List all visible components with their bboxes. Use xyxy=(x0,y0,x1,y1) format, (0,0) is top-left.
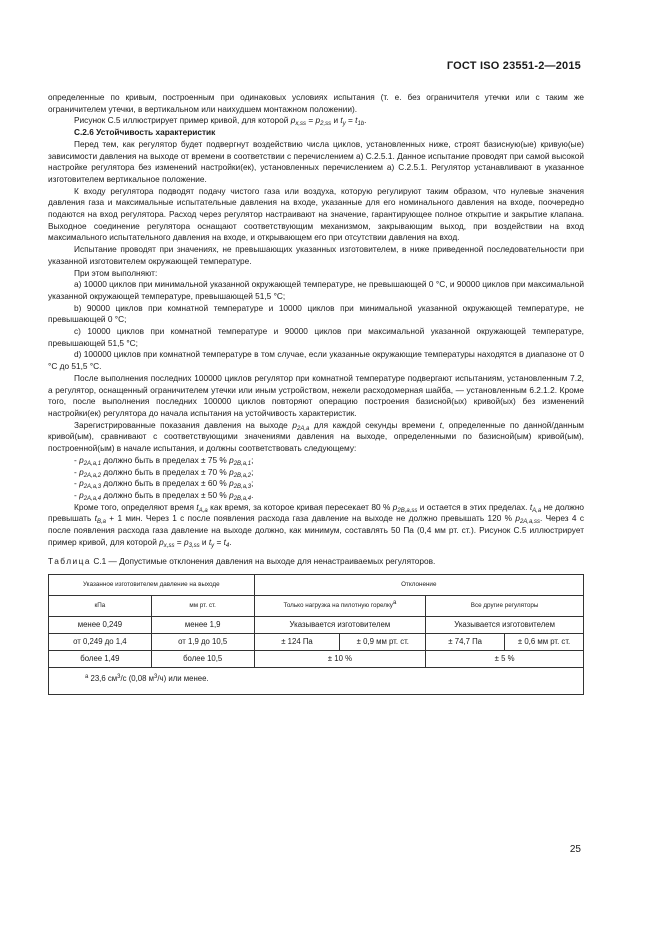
subscript: 1b xyxy=(357,121,365,128)
subscript: x,ss xyxy=(163,542,175,549)
paragraph: После выполнения последних 100000 циклов регулятор при комнатной температуре подвергают испытаниям, установленным 7.2, а регулятор, оснащенный ограничителем утечки или иным устройством, нежели расходомерная шайба, — установленным 6.2.1.2. Кроме того, после выполнения последних 100000 циклов повторяют операцию построения базисной(ых) кривой(ых) без изменений настройки(ек) регулятора до начала испытания на устойчивость характеристик. xyxy=(48,372,584,418)
table-cell: менее 1,9 xyxy=(151,617,254,634)
var: p xyxy=(229,466,234,477)
dash: - xyxy=(74,489,80,500)
figure-reference xyxy=(48,115,584,127)
table-cell: ± 124 Па xyxy=(254,634,340,651)
paragraph xyxy=(48,502,584,549)
dash: - xyxy=(74,466,80,477)
header-pilot xyxy=(254,596,426,617)
table-cell: более 1,49 xyxy=(49,651,152,668)
bullet-item xyxy=(48,467,584,479)
text: Кроме того, определяют время xyxy=(74,501,197,512)
subscript: 2B,a,1 xyxy=(233,460,252,467)
text: для каждой секунды времени xyxy=(309,419,440,430)
bullet-item xyxy=(48,455,584,467)
var: t xyxy=(529,501,533,512)
paragraph: При этом выполняют: xyxy=(74,267,158,278)
var: p xyxy=(183,536,189,547)
var: p xyxy=(290,115,296,126)
text: . Через 4 с после появления расхода газа давление на выходе должно, как минимум, составлять 50 Па (0,4 мм рт. ст.). Рисунок С.5 иллюстрирует пример кривой, для которой xyxy=(48,513,584,547)
dash: - xyxy=(74,454,80,465)
page-number: 25 xyxy=(569,844,581,855)
superscript: 3 xyxy=(154,674,158,681)
text: , определенные по данной/данным кривой(ым), сравнивают с соответствующими значениями давления на выходе, определенными по базисной(ым) кривой(ым), построенной(ым) в начале испытания, и должны соответствовать следующему: xyxy=(48,419,585,454)
subscript: 2B,a,2 xyxy=(233,472,252,479)
text: и xyxy=(331,115,341,126)
var: p xyxy=(392,501,398,512)
paragraph xyxy=(48,420,584,455)
text: должно быть в пределах ± 50 % xyxy=(101,489,230,500)
table-footnote xyxy=(49,668,584,695)
var: p xyxy=(229,489,234,500)
paragraph: Перед тем, как регулятор будет подвергнут воздействию числа циклов, установленных ниже, строят базисную(ые) кривую(ые) зависимости давления на выходе от времени в соответствии с перечислением а) С.2.5.1. Данное испытание проводят при самой высокой настройке регулятора без изменений настройки(ек), установленных перечислением а) С.2.5.1. Регулятор устанавливают в указанное изготовителем вертикальное положение. xyxy=(48,138,584,184)
subscript: 2A,a xyxy=(296,425,310,432)
text: ; xyxy=(251,466,254,477)
subscript: 2A,a,ss xyxy=(519,519,540,526)
subscript: B,a xyxy=(96,519,106,526)
header-pilot-text: Только нагрузка на пилотную горелку xyxy=(283,602,393,610)
var: t xyxy=(439,419,442,430)
var: p xyxy=(79,489,84,500)
var: p xyxy=(315,115,321,126)
table-row xyxy=(49,617,584,634)
text: Зарегистрированные показания давления на выходе xyxy=(74,419,293,430)
text: как время, за которое кривая пересекает 80 % xyxy=(207,501,393,512)
subscript: 4 xyxy=(225,542,230,549)
page-content xyxy=(48,92,584,695)
subscript: A,a xyxy=(198,507,208,514)
header-kpa: кПа xyxy=(49,596,152,617)
table-cell: менее 0,249 xyxy=(49,617,152,634)
var: p xyxy=(79,478,84,489)
var: p xyxy=(229,454,234,465)
superscript: 3 xyxy=(117,674,121,681)
table-footnote-row xyxy=(49,668,584,695)
list-item-b: b) 90000 циклов при комнатной температуре и 10000 циклов при минимальной указанной окружающей температуре, не превышающей 0 °С; xyxy=(48,302,584,325)
text: должно быть в пределах ± 70 % xyxy=(101,466,230,477)
deviation-table xyxy=(48,574,584,695)
footnote-text: /с (0,08 м xyxy=(120,674,154,684)
var: t xyxy=(340,115,343,126)
list-item-d: d) 100000 циклов при комнатной температуре в том случае, если указанные окружающие температуры находятся в диапазоне от 0 °С до 51,5 °С. xyxy=(48,349,584,372)
text: + 1 мин. Через 1 с после появления расхода газа давление на выходе не должно превышать 120 % xyxy=(105,513,516,524)
document-header: ГОСТ ISO 23551-2—2015 xyxy=(446,60,581,72)
text: . xyxy=(364,115,367,126)
var: t xyxy=(223,536,226,547)
paragraph: определенные по кривым, построенным при одинаковых условиях испытания (т. е. без ограничителя утечки или с таким же ограничителем утечки, в вертикальном или наихудшем монтажном положении). xyxy=(48,92,584,114)
var: p xyxy=(79,454,84,465)
text: и остается в этих пределах. xyxy=(417,501,530,512)
header-mmhg: мм рт. ст. xyxy=(151,596,254,617)
table-header-row xyxy=(49,575,584,596)
subscript: 2,ss xyxy=(320,121,332,128)
var: p xyxy=(229,478,234,489)
table-cell: ± 5 % xyxy=(426,651,584,668)
table-cell: ± 0,6 мм рт. ст. xyxy=(505,634,584,651)
var: t xyxy=(94,513,97,524)
footnote-mark: a xyxy=(85,674,89,681)
paragraph: К входу регулятора подводят подачу чистого газа или воздуха, которую регулируют таким образом, что нулевые значения давления газа и максимальные испытательные давления на входе, указанные для его номинального давления на входе, поочередно подаются на вход регулятора. Расход через регулятор настраивают на значение, гарантирующее полное открытие и закрытие клапана. Выходное соединение регулятора оснащают соответствующим механизмом, закрывающим выход, при воздействии на вход максимального испытательного давления на входе, и открывающем его при отсутствии давления на вход. xyxy=(48,185,584,243)
table-cell: от 1,9 до 10,5 xyxy=(151,634,254,651)
table-cell: ± 10 % xyxy=(254,651,426,668)
header-pressure: Указанное изготовителем давление на выходе xyxy=(49,575,255,596)
text: должно быть в пределах ± 60 % xyxy=(101,478,230,489)
text: Рисунок С.5 иллюстрирует пример кривой, для которой xyxy=(74,115,291,126)
dash: - xyxy=(74,478,80,489)
table-cell: Указывается изготовителем xyxy=(254,617,426,634)
text: . xyxy=(229,536,232,547)
subscript: 2B,a,4 xyxy=(233,495,252,502)
text: должно быть в пределах ± 75 % xyxy=(101,454,230,465)
subscript: 2A,a,3 xyxy=(83,484,102,491)
text: . xyxy=(251,489,254,500)
text: = xyxy=(174,536,184,547)
text: ; xyxy=(251,454,254,465)
table-header-row xyxy=(49,596,584,617)
subscript: 2A,a,2 xyxy=(83,472,102,479)
caption-label: Таблица xyxy=(48,556,92,567)
text: = xyxy=(306,115,316,126)
var: t xyxy=(196,501,199,512)
table-cell: от 0,249 до 1,4 xyxy=(49,634,152,651)
footnote-mark: a xyxy=(392,600,397,607)
subscript: y xyxy=(342,121,346,128)
subscript: x,ss xyxy=(295,121,307,128)
bullet-item xyxy=(48,490,584,502)
subscript: 2A,a,1 xyxy=(83,460,102,467)
var: p xyxy=(292,419,297,430)
text: ; xyxy=(251,478,254,489)
text: не должно превышать xyxy=(48,501,585,524)
text: и xyxy=(199,536,209,547)
caption-text: С.1 — Допустимые отклонения давления на выходе для ненастраиваемых регуляторов. xyxy=(91,556,436,567)
table-cell: ± 74,7 Па xyxy=(426,634,505,651)
table-caption xyxy=(48,556,584,568)
var: p xyxy=(79,466,84,477)
text: = xyxy=(214,536,224,547)
var: t xyxy=(208,536,212,547)
subscript: 2B,a,3 xyxy=(233,484,252,491)
subscript: 3,ss xyxy=(188,542,200,549)
var: p xyxy=(159,536,164,547)
subscript: 2A,a,4 xyxy=(83,495,102,502)
paragraph: Испытание проводят при значениях, не превышающих указанных изготовителем, в ниже приведенной последовательности при указанной изготовителем окружающей температуре. xyxy=(48,244,584,266)
table-cell: ± 0,9 мм рт. ст. xyxy=(340,634,426,651)
table-row xyxy=(49,634,584,651)
subscript: 2B,a,ss xyxy=(397,507,418,514)
var: p xyxy=(515,513,520,524)
subscript: y xyxy=(211,542,215,549)
list-item-c: c) 10000 циклов при комнатной температуре и 90000 циклов при максимальной указанной окружающей температуре, превышающей 51,5 °С; xyxy=(48,326,584,348)
section-heading: С.2.6 Устойчивость характеристик xyxy=(74,127,216,138)
footnote-text: /ч) или менее. xyxy=(157,674,209,684)
bullet-item xyxy=(48,478,584,490)
text: = xyxy=(345,115,356,126)
table-row xyxy=(49,651,584,668)
table-cell: Указывается изготовителем xyxy=(426,617,584,634)
table-cell: более 10,5 xyxy=(151,651,254,668)
footnote-text: 23,6 см xyxy=(88,674,118,684)
var: t xyxy=(355,115,358,126)
header-other: Все другие регуляторы xyxy=(426,596,584,617)
header-deviation: Отклонение xyxy=(254,575,583,596)
subscript: A,a xyxy=(532,507,542,514)
list-item-a: a) 10000 циклов при минимальной указанной окружающей температуре, не превышающей 0 °С, и 90000 циклов при максимальной указанной окружающей температуре, превышающей 51,5 °С; xyxy=(48,279,584,301)
